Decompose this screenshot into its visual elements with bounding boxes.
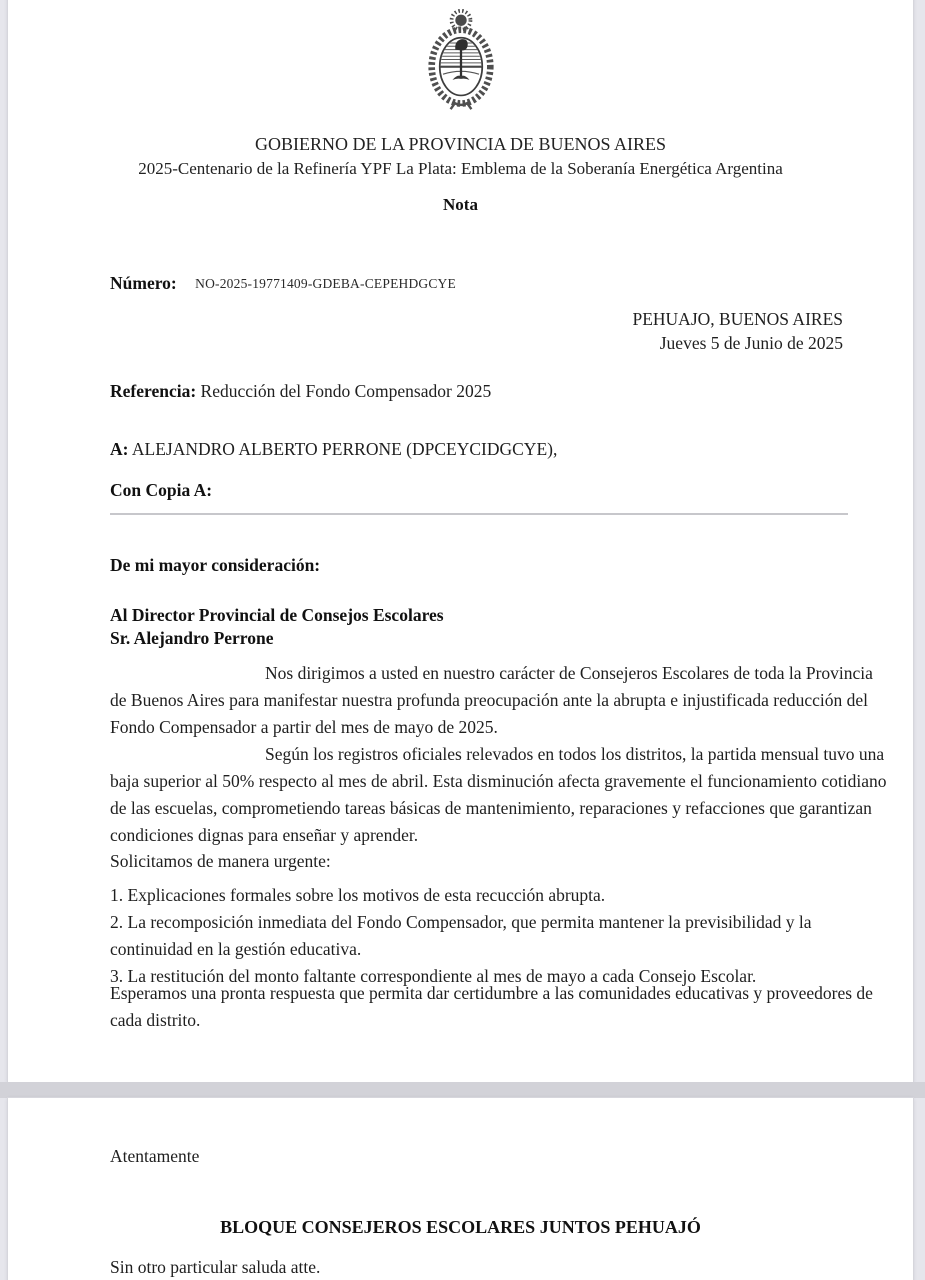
section-divider [110,513,848,515]
reference-row [110,378,491,405]
closing-paragraph: Esperamos una pronta respuesta que permita dar certidumbre a las comunidades educativas y proveedores de cada distrito. [110,983,873,1030]
letter-page-2 [8,1098,913,1280]
date-line: Jueves 5 de Junio de 2025 [659,333,843,353]
document-number-row [110,270,456,298]
coat-of-arms-buenos-aires-icon [413,99,509,116]
body-paragraph-2: Según los registros oficiales relevados en todos los distritos, la partida mensual tuvo una baja superior al 50% respecto al mes de abril. Esta disminución afecta gravemente el funcionamiento cotidiano de las escuelas, comprometiendo tareas básicas de mantenimiento, reparaciones y refacciones que garantizan condiciones dignas para enseñar y aprender. [110,744,887,845]
header-government-title: GOBIERNO DE LA PROVINCIA DE BUENOS AIRES [254,134,667,154]
closing-salutation: Atentamente [110,1146,200,1166]
request-item-1: 1. Explicaciones formales sobre los motivos de esta recucción abrupta. [110,885,606,905]
reference-label: Referencia: [110,381,197,401]
signoff-line: Sin otro particular saluda atte. [110,1257,321,1277]
request-intro: Solicitamos de manera urgente: [110,851,331,871]
document-type-title: Nota [443,195,478,214]
addressee-row [110,436,557,463]
body-paragraph-1: Nos dirigimos a usted en nuestro carácter de Consejeros Escolares de toda la Provincia de Buenos Aires para manifestar nuestra profunda preocupación ante la abrupta e injustificada reducción del Fondo Compensador a partir del mes de mayo de 2025. [110,663,873,737]
place-line: PEHUAJO, BUENOS AIRES [632,309,843,329]
request-item-3: 3. La restitución del monto faltante correspondiente al mes de mayo a cada Consejo Escolar. [110,966,757,986]
letter-page-1 [8,0,913,1082]
addressee-block [110,604,444,650]
addressee-name: Sr. Alejandro Perrone [110,628,274,648]
page-gap [0,1082,925,1098]
to-value: ALEJANDRO ALBERTO PERRONE (DPCEYCIDGCYE), [131,439,558,459]
cc-label: Con Copia A: [110,480,213,500]
addressee-title: Al Director Provincial de Consejos Escolares [110,605,444,625]
place-date-block [632,307,843,355]
emblem-container [8,8,913,117]
salutation-line: De mi mayor consideración: [110,555,321,575]
reference-value: Reducción del Fondo Compensador 2025 [200,381,492,401]
to-label: A: [110,439,129,459]
header-motto: 2025-Centenario de la Refinería YPF La Plata: Emblema de la Soberanía Energética Argentina [138,159,783,178]
signatory-block-name: BLOQUE CONSEJEROS ESCOLARES JUNTOS PEHUAJÓ [220,1217,701,1237]
number-value: NO-2025-19771409-GDEBA-CEPEHDGCYE [195,276,456,291]
cc-row [110,477,212,504]
request-list [110,882,890,990]
number-label: Número: [110,273,177,293]
request-item-2: 2. La recomposición inmediata del Fondo Compensador, que permita mantener la previsibilidad y la continuidad en la gestión educativa. [110,912,812,959]
